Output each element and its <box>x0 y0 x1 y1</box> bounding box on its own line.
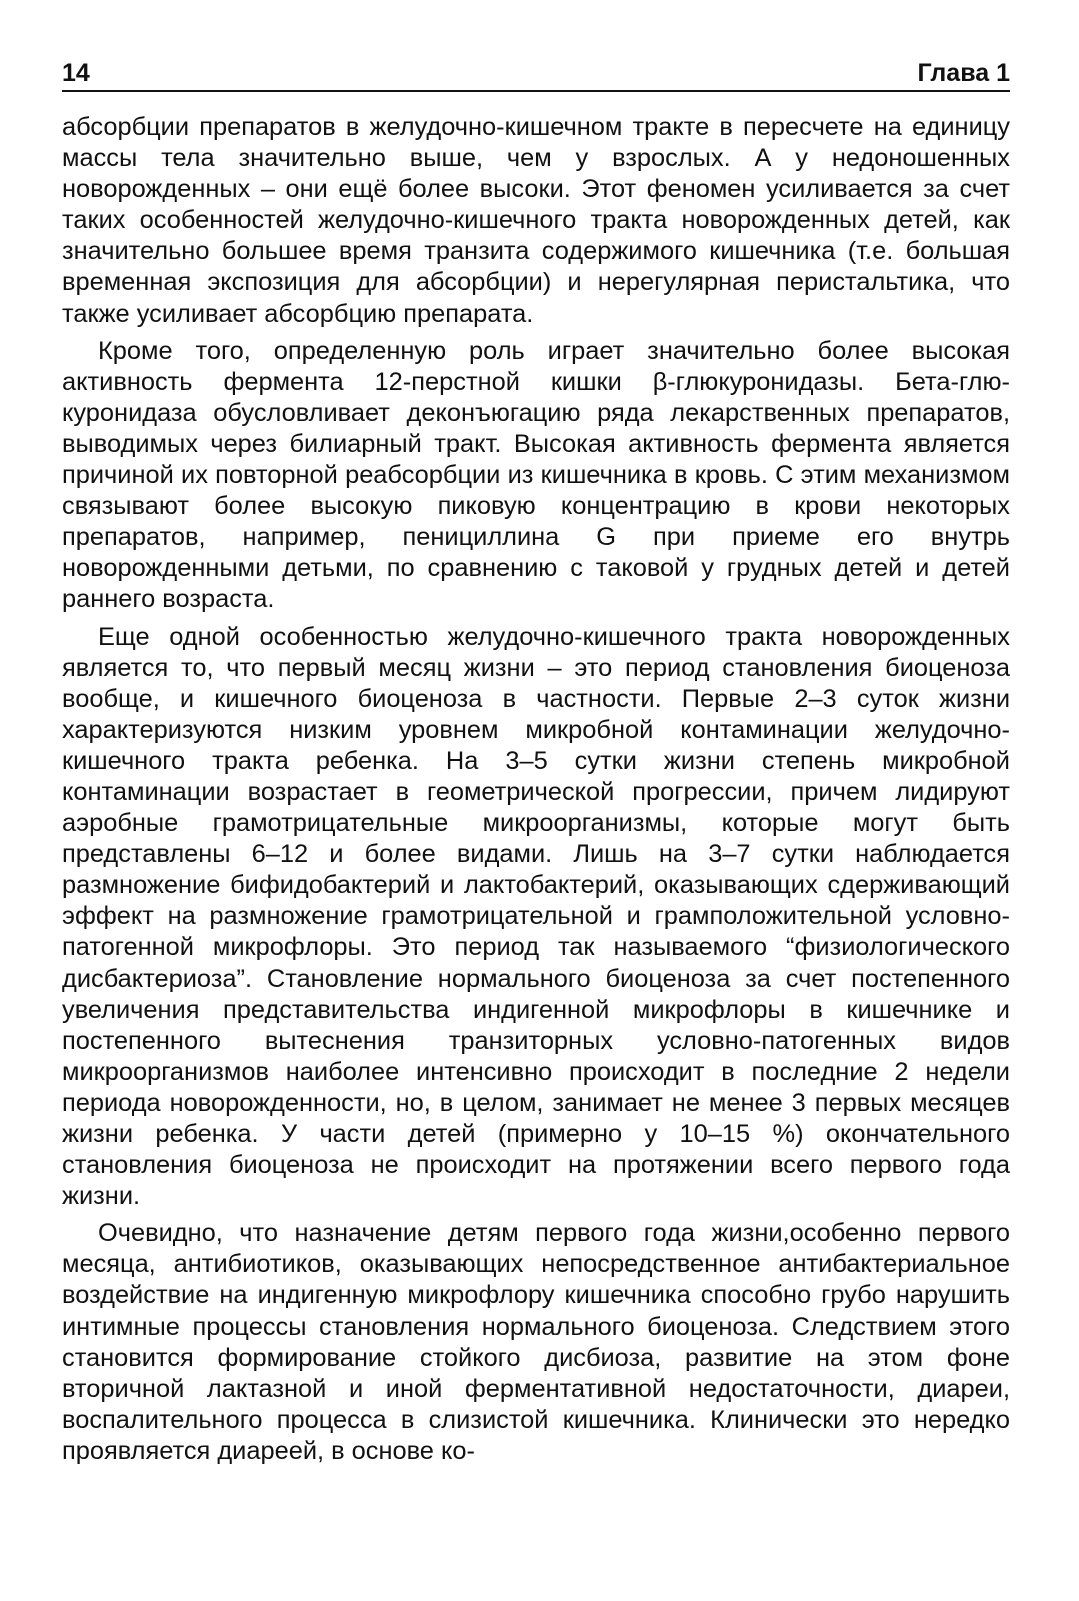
body-text <box>62 112 1010 1467</box>
running-header <box>62 56 1010 92</box>
paragraph-4: Очевидно, что назначение детям первого года жизни,особенно первого месяца, антибиотиков, оказывающих непосредственное антибактериальное воздействие на индигенную микрофлору кишечника способно грубо нарушить интимные процессы становления нормального биоценоза. Следствием этого становится формирование стойкого дисбиоза, развитие на этом фоне вторичной лактазной и иной ферментативной недостаточности, диареи, воспалительного процесса в слизистой кишечника. Клинически это нередко проявляется диареей, в основе ко- <box>62 1219 1010 1465</box>
page-number: 14 <box>62 59 90 87</box>
paragraph-1: абсорбции препаратов в желудочно-кишечном тракте в пересчете на единицу массы тела значительно выше, чем у взрослых. А у недоношенных новорожденных – они ещё более высоки. Этот феномен усиливается за счет таких особенностей желудочно-кишечного тракта новорожденных детей, как значительно большее время транзита содержимого кишечника (т.е. большая временная экспозиция для абсорбции) и нерегулярная перистальтика, что также усиливает абсорбцию препарата. <box>62 113 1010 328</box>
chapter-title: Глава 1 <box>917 59 1010 87</box>
paragraph-3: Еще одной особенностью желудочно-кишечного тракта новорожденных является то, что первый месяц жизни – это период становления биоценоза вообще, и кишечного биоценоза в частности. Первые 2–3 суток жизни характеризуются низким уровнем микробной контаминации желудочно-кишечного тракта ребенка. На 3–5 сутки жизни степень микробной контаминации возрастает в геометрической прогрессии, причем лидируют аэробные грамотрицательные микроорганизмы, которые могут быть представлены 6–12 и более видами. Лишь на 3–7 сутки наблюдается размножение бифидобактерий и лактобактерий, оказывающих сдерживающий эффект на размножение грамотрицательной и грамположительной условно-патогенной микрофлоры. Это период так называемого “физиологического дисбактериоза”. Становление нормального биоценоза за счет постепенного увеличения представительства индигенной микрофлоры в кишечнике и постепенного вытеснения транзиторных условно-патогенных видов микроорганизмов наиболее интенсивно происходит в последние 2 недели периода новорожденности, но, в целом, занимает не менее 3 первых месяцев жизни ребенка. У части детей (примерно у 10–15 %) окончательного становления биоценоза не происходит на протяжении всего первого года жизни. <box>62 622 1010 1211</box>
paragraph-2: Кроме того, определенную роль играет значительно более высокая активность фермента 12-перстной кишки β-глюкуронидазы. Бета-глюкуронидаза обусловливает деконъюгацию ряда лекарственных препаратов, выводимых через билиарный тракт. Высокая активность фермента является причиной их повторной реабсорбции из кишечника в кровь. С этим механизмом связывают более высокую пиковую концентрацию в крови некоторых препаратов, например, пенициллина G при приеме его внутрь новорожденными детьми, по сравнению с таковой у грудных детей и детей раннего возраста. <box>62 336 1010 614</box>
book-page <box>62 56 1010 1467</box>
